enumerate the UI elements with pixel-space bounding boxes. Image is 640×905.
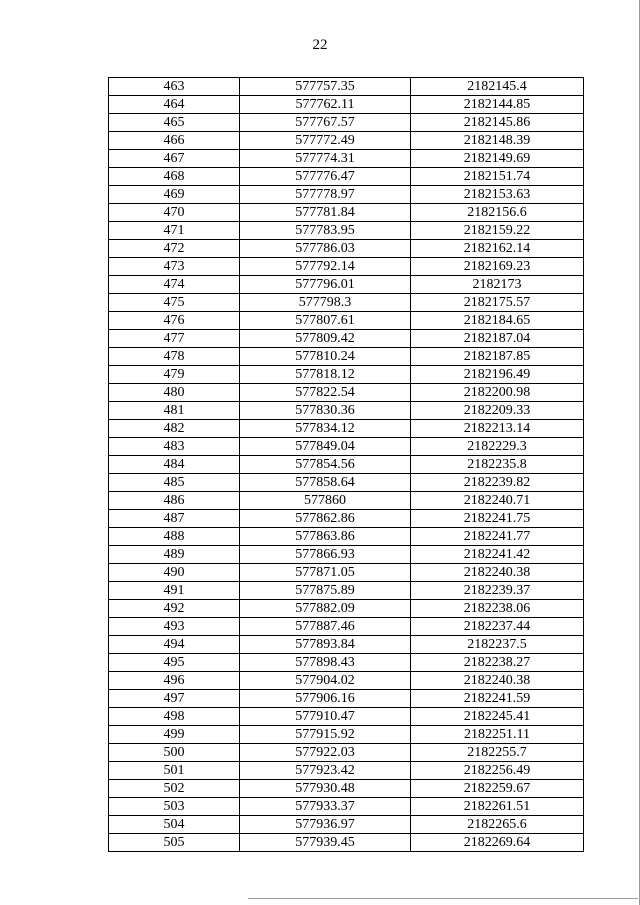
table-row bbox=[109, 654, 584, 672]
y-coordinate-cell: 2182259.67 bbox=[411, 780, 584, 798]
table-row bbox=[109, 78, 584, 96]
table-row bbox=[109, 114, 584, 132]
y-coordinate-cell: 2182162.14 bbox=[411, 240, 584, 258]
x-coordinate-cell: 577930.48 bbox=[240, 780, 411, 798]
y-coordinate-cell: 2182200.98 bbox=[411, 384, 584, 402]
y-coordinate-cell: 2182238.27 bbox=[411, 654, 584, 672]
x-coordinate-cell: 577871.05 bbox=[240, 564, 411, 582]
point-number-cell: 470 bbox=[109, 204, 240, 222]
x-coordinate-cell: 577862.86 bbox=[240, 510, 411, 528]
table-row bbox=[109, 492, 584, 510]
point-number-cell: 493 bbox=[109, 618, 240, 636]
point-number-cell: 485 bbox=[109, 474, 240, 492]
table-row bbox=[109, 366, 584, 384]
point-number-cell: 487 bbox=[109, 510, 240, 528]
table-row bbox=[109, 384, 584, 402]
y-coordinate-cell: 2182237.44 bbox=[411, 618, 584, 636]
point-number-cell: 472 bbox=[109, 240, 240, 258]
x-coordinate-cell: 577854.56 bbox=[240, 456, 411, 474]
table-row bbox=[109, 312, 584, 330]
table-row bbox=[109, 834, 584, 852]
coordinates-table bbox=[108, 77, 584, 852]
table-row bbox=[109, 816, 584, 834]
x-coordinate-cell: 577774.31 bbox=[240, 150, 411, 168]
y-coordinate-cell: 2182209.33 bbox=[411, 402, 584, 420]
table-row bbox=[109, 222, 584, 240]
x-coordinate-cell: 577809.42 bbox=[240, 330, 411, 348]
table-row bbox=[109, 240, 584, 258]
table-row bbox=[109, 708, 584, 726]
point-number-cell: 486 bbox=[109, 492, 240, 510]
y-coordinate-cell: 2182145.86 bbox=[411, 114, 584, 132]
point-number-cell: 504 bbox=[109, 816, 240, 834]
x-coordinate-cell: 577904.02 bbox=[240, 672, 411, 690]
y-coordinate-cell: 2182239.82 bbox=[411, 474, 584, 492]
x-coordinate-cell: 577898.43 bbox=[240, 654, 411, 672]
table-row bbox=[109, 636, 584, 654]
table-row bbox=[109, 600, 584, 618]
x-coordinate-cell: 577757.35 bbox=[240, 78, 411, 96]
y-coordinate-cell: 2182235.8 bbox=[411, 456, 584, 474]
table-row bbox=[109, 330, 584, 348]
point-number-cell: 479 bbox=[109, 366, 240, 384]
y-coordinate-cell: 2182240.71 bbox=[411, 492, 584, 510]
y-coordinate-cell: 2182153.63 bbox=[411, 186, 584, 204]
x-coordinate-cell: 577939.45 bbox=[240, 834, 411, 852]
page-edge-bottom bbox=[248, 898, 638, 899]
y-coordinate-cell: 2182238.06 bbox=[411, 600, 584, 618]
table-row bbox=[109, 510, 584, 528]
x-coordinate-cell: 577860 bbox=[240, 492, 411, 510]
point-number-cell: 483 bbox=[109, 438, 240, 456]
x-coordinate-cell: 577910.47 bbox=[240, 708, 411, 726]
point-number-cell: 466 bbox=[109, 132, 240, 150]
x-coordinate-cell: 577767.57 bbox=[240, 114, 411, 132]
x-coordinate-cell: 577778.97 bbox=[240, 186, 411, 204]
point-number-cell: 476 bbox=[109, 312, 240, 330]
table-row bbox=[109, 546, 584, 564]
table-row bbox=[109, 762, 584, 780]
table-row bbox=[109, 618, 584, 636]
point-number-cell: 503 bbox=[109, 798, 240, 816]
point-number-cell: 492 bbox=[109, 600, 240, 618]
table-row bbox=[109, 258, 584, 276]
y-coordinate-cell: 2182229.3 bbox=[411, 438, 584, 456]
table-row bbox=[109, 186, 584, 204]
y-coordinate-cell: 2182184.65 bbox=[411, 312, 584, 330]
table-row bbox=[109, 744, 584, 762]
table-row bbox=[109, 96, 584, 114]
point-number-cell: 490 bbox=[109, 564, 240, 582]
y-coordinate-cell: 2182239.37 bbox=[411, 582, 584, 600]
y-coordinate-cell: 2182256.49 bbox=[411, 762, 584, 780]
y-coordinate-cell: 2182241.77 bbox=[411, 528, 584, 546]
x-coordinate-cell: 577830.36 bbox=[240, 402, 411, 420]
point-number-cell: 480 bbox=[109, 384, 240, 402]
table-row bbox=[109, 528, 584, 546]
point-number-cell: 484 bbox=[109, 456, 240, 474]
y-coordinate-cell: 2182149.69 bbox=[411, 150, 584, 168]
table-row bbox=[109, 672, 584, 690]
y-coordinate-cell: 2182173 bbox=[411, 276, 584, 294]
y-coordinate-cell: 2182245.41 bbox=[411, 708, 584, 726]
x-coordinate-cell: 577776.47 bbox=[240, 168, 411, 186]
point-number-cell: 505 bbox=[109, 834, 240, 852]
x-coordinate-cell: 577822.54 bbox=[240, 384, 411, 402]
table-row bbox=[109, 348, 584, 366]
point-number-cell: 478 bbox=[109, 348, 240, 366]
x-coordinate-cell: 577906.16 bbox=[240, 690, 411, 708]
y-coordinate-cell: 2182237.5 bbox=[411, 636, 584, 654]
point-number-cell: 488 bbox=[109, 528, 240, 546]
point-number-cell: 468 bbox=[109, 168, 240, 186]
table-row bbox=[109, 150, 584, 168]
point-number-cell: 495 bbox=[109, 654, 240, 672]
point-number-cell: 467 bbox=[109, 150, 240, 168]
y-coordinate-cell: 2182241.42 bbox=[411, 546, 584, 564]
y-coordinate-cell: 2182148.39 bbox=[411, 132, 584, 150]
x-coordinate-cell: 577786.03 bbox=[240, 240, 411, 258]
point-number-cell: 471 bbox=[109, 222, 240, 240]
y-coordinate-cell: 2182251.11 bbox=[411, 726, 584, 744]
x-coordinate-cell: 577807.61 bbox=[240, 312, 411, 330]
point-number-cell: 499 bbox=[109, 726, 240, 744]
y-coordinate-cell: 2182187.04 bbox=[411, 330, 584, 348]
point-number-cell: 469 bbox=[109, 186, 240, 204]
x-coordinate-cell: 577810.24 bbox=[240, 348, 411, 366]
y-coordinate-cell: 2182187.85 bbox=[411, 348, 584, 366]
x-coordinate-cell: 577922.03 bbox=[240, 744, 411, 762]
y-coordinate-cell: 2182159.22 bbox=[411, 222, 584, 240]
x-coordinate-cell: 577781.84 bbox=[240, 204, 411, 222]
point-number-cell: 498 bbox=[109, 708, 240, 726]
point-number-cell: 501 bbox=[109, 762, 240, 780]
x-coordinate-cell: 577858.64 bbox=[240, 474, 411, 492]
point-number-cell: 502 bbox=[109, 780, 240, 798]
coordinates-table-body bbox=[109, 78, 584, 852]
y-coordinate-cell: 2182144.85 bbox=[411, 96, 584, 114]
x-coordinate-cell: 577818.12 bbox=[240, 366, 411, 384]
point-number-cell: 473 bbox=[109, 258, 240, 276]
point-number-cell: 491 bbox=[109, 582, 240, 600]
y-coordinate-cell: 2182261.51 bbox=[411, 798, 584, 816]
x-coordinate-cell: 577875.89 bbox=[240, 582, 411, 600]
table-row bbox=[109, 420, 584, 438]
page-number: 22 bbox=[312, 37, 328, 53]
y-coordinate-cell: 2182175.57 bbox=[411, 294, 584, 312]
table-row bbox=[109, 564, 584, 582]
y-coordinate-cell: 2182240.38 bbox=[411, 564, 584, 582]
x-coordinate-cell: 577792.14 bbox=[240, 258, 411, 276]
table-row bbox=[109, 780, 584, 798]
point-number-cell: 475 bbox=[109, 294, 240, 312]
table-row bbox=[109, 402, 584, 420]
y-coordinate-cell: 2182241.59 bbox=[411, 690, 584, 708]
y-coordinate-cell: 2182169.23 bbox=[411, 258, 584, 276]
table-row bbox=[109, 690, 584, 708]
x-coordinate-cell: 577762.11 bbox=[240, 96, 411, 114]
point-number-cell: 464 bbox=[109, 96, 240, 114]
table-row bbox=[109, 294, 584, 312]
y-coordinate-cell: 2182151.74 bbox=[411, 168, 584, 186]
point-number-cell: 497 bbox=[109, 690, 240, 708]
x-coordinate-cell: 577772.49 bbox=[240, 132, 411, 150]
table-row bbox=[109, 726, 584, 744]
y-coordinate-cell: 2182241.75 bbox=[411, 510, 584, 528]
x-coordinate-cell: 577936.97 bbox=[240, 816, 411, 834]
point-number-cell: 477 bbox=[109, 330, 240, 348]
y-coordinate-cell: 2182156.6 bbox=[411, 204, 584, 222]
point-number-cell: 489 bbox=[109, 546, 240, 564]
x-coordinate-cell: 577933.37 bbox=[240, 798, 411, 816]
x-coordinate-cell: 577796.01 bbox=[240, 276, 411, 294]
table-row bbox=[109, 132, 584, 150]
point-number-cell: 474 bbox=[109, 276, 240, 294]
x-coordinate-cell: 577849.04 bbox=[240, 438, 411, 456]
x-coordinate-cell: 577863.86 bbox=[240, 528, 411, 546]
x-coordinate-cell: 577882.09 bbox=[240, 600, 411, 618]
table-row bbox=[109, 474, 584, 492]
point-number-cell: 482 bbox=[109, 420, 240, 438]
y-coordinate-cell: 2182265.6 bbox=[411, 816, 584, 834]
y-coordinate-cell: 2182145.4 bbox=[411, 78, 584, 96]
point-number-cell: 494 bbox=[109, 636, 240, 654]
x-coordinate-cell: 577834.12 bbox=[240, 420, 411, 438]
y-coordinate-cell: 2182196.49 bbox=[411, 366, 584, 384]
x-coordinate-cell: 577866.93 bbox=[240, 546, 411, 564]
x-coordinate-cell: 577893.84 bbox=[240, 636, 411, 654]
table-row bbox=[109, 168, 584, 186]
x-coordinate-cell: 577887.46 bbox=[240, 618, 411, 636]
table-row bbox=[109, 438, 584, 456]
x-coordinate-cell: 577783.95 bbox=[240, 222, 411, 240]
point-number-cell: 465 bbox=[109, 114, 240, 132]
point-number-cell: 481 bbox=[109, 402, 240, 420]
table-row bbox=[109, 276, 584, 294]
y-coordinate-cell: 2182255.7 bbox=[411, 744, 584, 762]
point-number-cell: 500 bbox=[109, 744, 240, 762]
table-row bbox=[109, 798, 584, 816]
table-row bbox=[109, 582, 584, 600]
y-coordinate-cell: 2182269.64 bbox=[411, 834, 584, 852]
point-number-cell: 463 bbox=[109, 78, 240, 96]
y-coordinate-cell: 2182240.38 bbox=[411, 672, 584, 690]
table-row bbox=[109, 204, 584, 222]
x-coordinate-cell: 577923.42 bbox=[240, 762, 411, 780]
x-coordinate-cell: 577798.3 bbox=[240, 294, 411, 312]
y-coordinate-cell: 2182213.14 bbox=[411, 420, 584, 438]
x-coordinate-cell: 577915.92 bbox=[240, 726, 411, 744]
point-number-cell: 496 bbox=[109, 672, 240, 690]
table-row bbox=[109, 456, 584, 474]
